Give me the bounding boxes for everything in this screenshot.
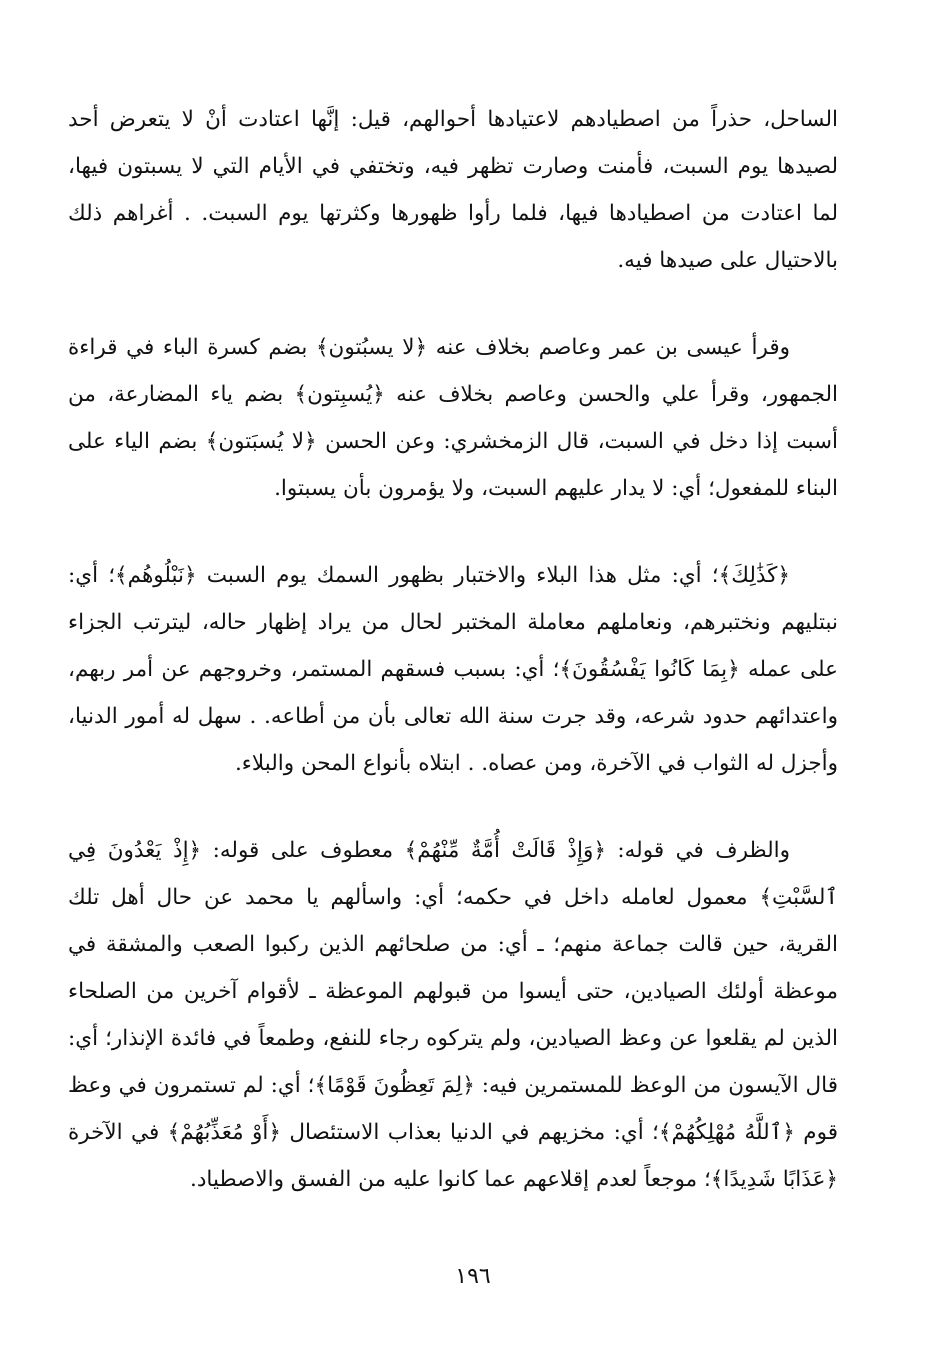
page-number: ١٩٦ bbox=[455, 1264, 491, 1289]
paragraph-1: الساحل، حذراً من اصطيادهم لاعتيادها أحوالهم، قيل: إنَّها اعتادت أنْ لا يتعرض أحد لصيدها يوم السبت، فأمنت وصارت تظهر فيه، وتختفي في الأيام التي لا يسبتون فيها، لما اعتادت من اصطيادها فيها، فلما رأوا ظهورها وكثرتها يوم السبت. . أغراهم ذلك بالاحتيال على صيدها فيه. bbox=[68, 107, 838, 273]
paragraph-3: ﴿كَذَٰلِكَ﴾؛ أي: مثل هذا البلاء والاختبار بظهور السمك يوم السبت ﴿نَبْلُوهُم﴾؛ أي: نبتليهم ونختبرهم، ونعاملهم معاملة المختبر لحال من يراد إظهار حاله، ليترتب الجزاء على عمله ﴿بِمَا كَانُوا يَفْسُقُونَ﴾؛ أي: بسبب فسقهم المستمر، وخروجهم عن أمر ربهم، واعتدائهم حدود شرعه، وقد جرت سنة الله تعالى بأن من أطاعه. . سهل له أمور الدنيا، وأجزل له الثواب في الآخرة، ومن عصاه. . ابتلاه بأنواع المحن والبلاء. bbox=[68, 563, 838, 776]
page-body bbox=[68, 96, 838, 1203]
paragraph-2: وقرأ عيسى بن عمر وعاصم بخلاف عنه ﴿لا يسبُتون﴾ بضم كسرة الباء في قراءة الجمهور، وقرأ علي والحسن وعاصم بخلاف عنه ﴿يُسبِتون﴾ بضم ياء المضارعة، من أسبت إذا دخل في السبت، قال الزمخشري: وعن الحسن ﴿لا يُسبَتون﴾ بضم الياء على البناء للمفعول؛ أي: لا يدار عليهم السبت، ولا يؤمرون بأن يسبتوا. bbox=[68, 335, 838, 501]
paragraph-4: والظرف في قوله: ﴿وَإِذْ قَالَتْ أُمَّةٌ مِّنْهُمْ﴾ معطوف على قوله: ﴿إِذْ يَعْدُونَ فِي ٱلسَّبْتِ﴾ معمول لعامله داخل في حكمه؛ أي: واسألهم يا محمد عن حال أهل تلك القرية، حين قالت جماعة منهم؛ ـ أي: من صلحائهم الذين ركبوا الصعب والمشقة في موعظة أولئك الصيادين، حتى أيسوا من قبولهم الموعظة ـ لأقوام آخرين من الصلحاء الذين لم يقلعوا عن وعظ الصيادين، ولم يتركوه رجاء للنفع، وطمعاً في فائدة الإنذار؛ أي: قال الآيسون من الوعظ للمستمرين فيه: ﴿لِمَ تَعِظُونَ قَوْمًا﴾؛ أي: لم تستمرون في وعظ قوم ﴿ٱللَّهُ مُهْلِكُهُمْ﴾؛ أي: مخزيهم في الدنيا بعذاب الاستئصال ﴿أَوْ مُعَذِّبُهُمْ﴾ في الآخرة ﴿عَذَابًا شَدِيدًا﴾؛ موجعاً لعدم إقلاعهم عما كانوا عليه من الفسق والاصطياد. bbox=[68, 838, 838, 1192]
